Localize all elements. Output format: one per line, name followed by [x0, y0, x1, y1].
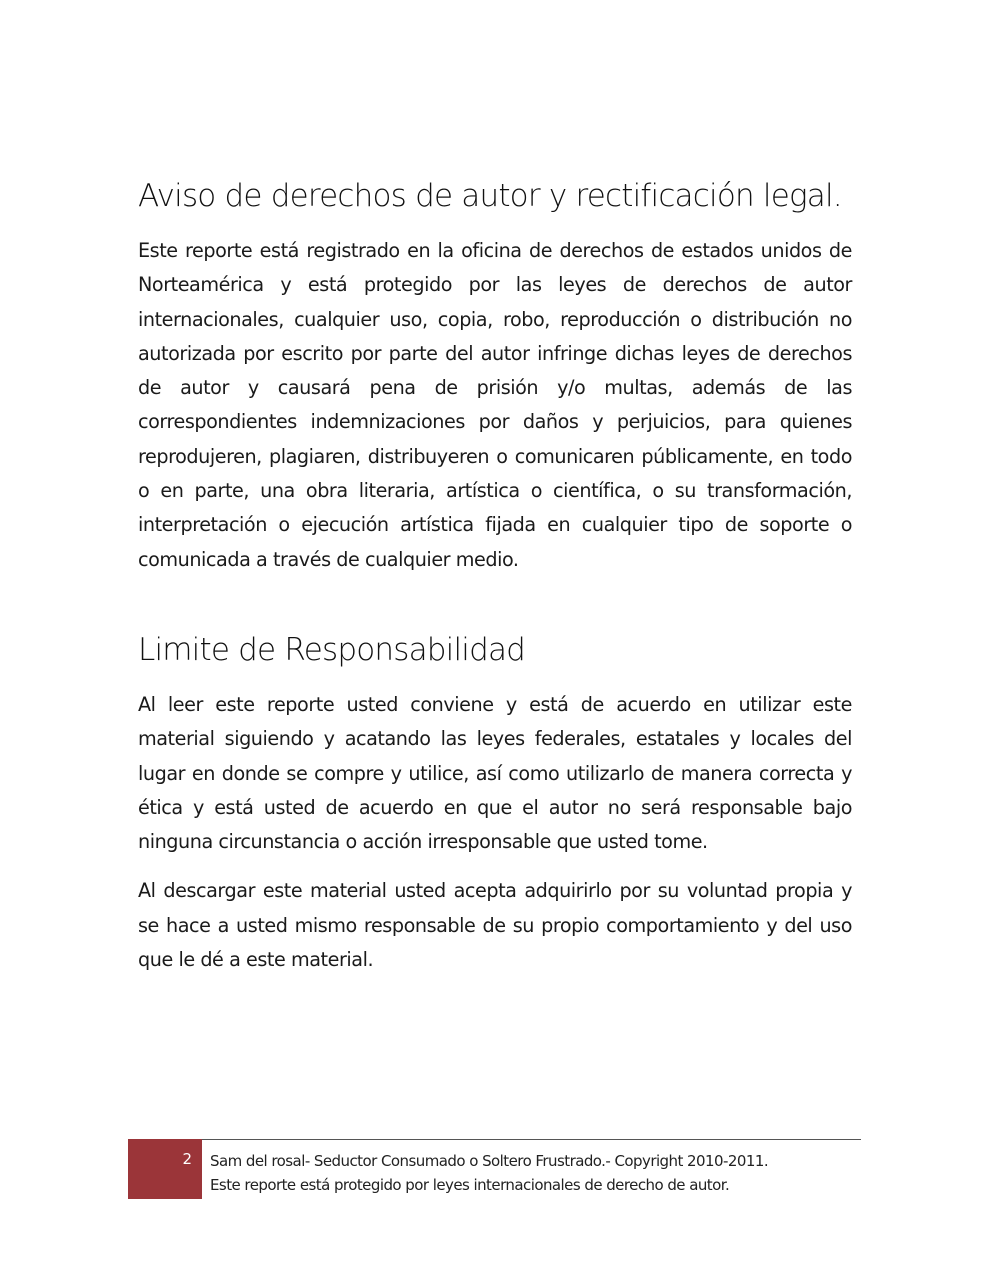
footer-protection-line: Este reporte está protegido por leyes internacionales de derecho de autor.	[210, 1176, 730, 1194]
page-footer	[128, 1139, 861, 1199]
section-heading: Limite de Responsabilidad	[138, 631, 526, 668]
section-heading: Aviso de derechos de autor y rectificación legal.	[138, 178, 842, 214]
liability-paragraph: Al leer este reporte usted conviene y está de acuerdo en utilizar este material siguiendo y acatando las leyes federales, estatales y locales del lugar en donde se compre y utilice, así como utilizarlo de manera correcta y ética y está usted de acuerdo en que el autor no será responsable bajo ninguna circunstancia o acción irresponsable que usted tome.	[138, 692, 852, 854]
copyright-notice-paragraph: Este reporte está registrado en la oficina de derechos de estados unidos de Norteamérica y está protegido por las leyes de derechos de autor internacionales, cualquier uso, copia, robo, reproducción o distribución no autorizada por escrito por parte del autor infringe dichas leyes de derechos de autor y causará pena de prisión y/o multas, además de las correspondientes indemnizaciones por daños y perjuicios, para quienes reprodujeren, plagiaren, distribuyeren o comunicaren públicamente, en todo o en parte, una obra literaria, artística o científica, o su transformación, interpretación o ejecución artística fijada en cualquier tipo de soporte o comunicada a través de cualquier medio.	[138, 239, 852, 571]
footer-text	[210, 1149, 768, 1197]
liability-limit-section	[138, 630, 852, 977]
download-acceptance-paragraph: Al descargar este material usted acepta adquirirlo por su voluntad propia y se hace a usted mismo responsable de su propio comportamiento y del uso que le dé a este material.	[138, 879, 852, 972]
footer-copyright-line: Sam del rosal- Seductor Consumado o Soltero Frustrado.- Copyright 2010-2011.	[210, 1152, 769, 1170]
page-number-box	[128, 1139, 202, 1199]
document-page	[138, 176, 852, 977]
page-number: 2	[182, 1150, 192, 1168]
footer-divider	[128, 1139, 861, 1140]
copyright-notice-section	[138, 176, 852, 577]
